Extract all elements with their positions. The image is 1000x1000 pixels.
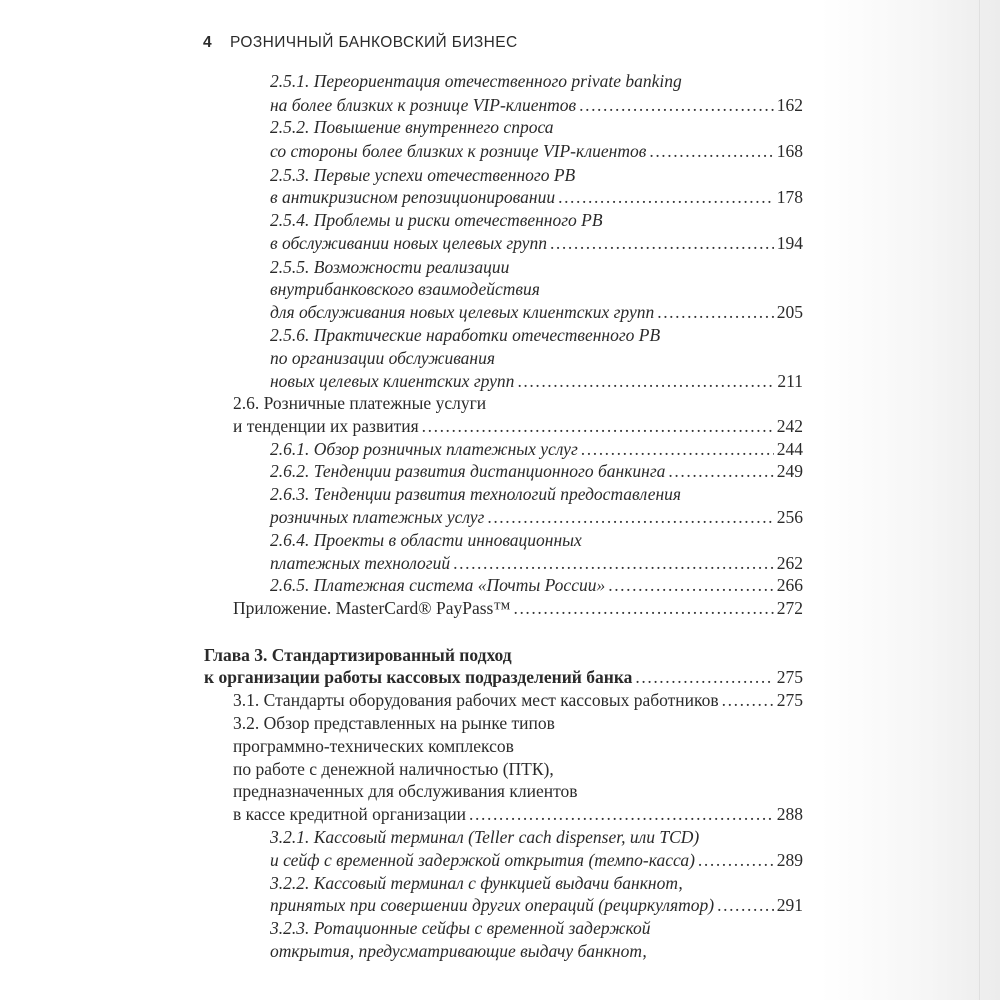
toc-leader-dots <box>668 458 773 484</box>
running-header <box>203 34 518 52</box>
toc-entry-text: со стороны более близких к рознице VIP-клиентов <box>270 141 647 161</box>
toc-entry-text: новых целевых клиентских групп <box>270 371 515 391</box>
toc-entry-text: в антикризисном репозиционировании <box>270 187 556 207</box>
toc-entry-3-2-cont2[interactable]: по работе с денежной наличностью (ПТК), <box>233 759 554 779</box>
page-edge-line <box>979 0 980 1000</box>
toc-leader-dots <box>722 687 774 713</box>
toc-entry-2-5-4[interactable]: 2.5.4. Проблемы и риски отечественного PB <box>270 210 603 230</box>
toc-page-number: 194 <box>776 233 803 253</box>
toc-entry-text: 2.6.1. Обзор розничных платежных услуг <box>270 439 578 459</box>
toc-page-number: 162 <box>776 95 803 115</box>
toc-entry-3-2[interactable]: 3.2. Обзор представленных на рынке типов <box>233 713 555 733</box>
toc-leader-dots <box>717 892 774 918</box>
toc-page-number: 266 <box>776 575 803 595</box>
running-title: РОЗНИЧНЫЙ БАНКОВСКИЙ БИЗНЕС <box>230 34 518 51</box>
toc-entry-2-5-4-cont[interactable] <box>270 230 803 256</box>
toc-entry-text: 3.1. Стандарты оборудования рабочих мест кассовых работников <box>233 690 719 710</box>
page-number: 4 <box>203 34 213 51</box>
toc-leader-dots <box>517 368 774 394</box>
toc-entry-text: и тенденции их развития <box>233 416 419 436</box>
toc-entry-2-6[interactable]: 2.6. Розничные платежные услуги <box>233 393 487 413</box>
toc-entry-3-2-3[interactable]: 3.2.3. Ротационные сейфы с временной задержкой <box>270 918 651 938</box>
toc-entry-text: 2.6.2. Тенденции развития дистанционного банкинга <box>270 461 666 481</box>
toc-page-number: 242 <box>776 416 803 436</box>
toc-entry-2-5-3[interactable]: 2.5.3. Первые успехи отечественного PB <box>270 165 576 185</box>
toc-entry-2-6-3[interactable]: 2.6.3. Тенденции развития технологий предоставления <box>270 484 682 504</box>
toc-chapter-3[interactable]: Глава 3. Стандартизированный подход <box>204 645 512 665</box>
toc-entry-text: розничных платежных услуг <box>270 507 485 527</box>
toc-entry-text: в кассе кредитной организации <box>233 804 467 824</box>
toc-entry-2-6-4[interactable]: 2.6.4. Проекты в области инновационных <box>270 530 582 550</box>
toc-leader-dots <box>657 299 774 325</box>
toc-leader-dots <box>513 595 773 621</box>
toc-page-number: 211 <box>777 371 803 391</box>
toc-leader-dots <box>579 92 774 118</box>
toc-entry-text: для обслуживания новых целевых клиентских групп <box>270 302 655 322</box>
toc-entry-3-2-2[interactable]: 3.2.2. Кассовый терминал с функцией выдачи банкнот, <box>270 873 683 893</box>
toc-entry-text: в обслуживании новых целевых групп <box>270 233 547 253</box>
toc-leader-dots <box>550 230 774 256</box>
toc-page-number: 291 <box>776 895 803 915</box>
toc-page-number: 168 <box>776 141 803 161</box>
toc-entry-3-2-3-cont[interactable]: открытия, предусматривающие выдачу банкнот, <box>270 941 647 961</box>
toc-page-number: 262 <box>776 553 803 573</box>
toc-page-number: 249 <box>776 461 803 481</box>
toc-page-number: 205 <box>776 302 803 322</box>
toc-entry-text: Приложение. MasterCard® PayPass™ <box>233 598 511 618</box>
toc-entry-2-5-6[interactable]: 2.5.6. Практические наработки отечественного PB <box>270 325 661 345</box>
toc-page-number: 272 <box>776 598 803 618</box>
toc-page-number: 275 <box>776 690 803 710</box>
toc-entry-text: на более близких к рознице VIP-клиентов <box>270 95 577 115</box>
toc-entry-text: платежных технологий <box>270 553 451 573</box>
toc-entry-appendix[interactable] <box>233 595 803 621</box>
toc-page-number: 275 <box>776 667 803 687</box>
toc-page-number: 289 <box>776 850 803 870</box>
toc-entry-text: и сейф с временной задержкой открытия (темпо-касса) <box>270 850 695 870</box>
toc-entry-2-5-2-cont[interactable] <box>270 138 803 164</box>
page-edge-shadow <box>820 0 1000 1000</box>
toc-entry-3-2-cont3[interactable]: предназначенных для обслуживания клиентов <box>233 781 578 801</box>
toc-entry-2-5-1[interactable]: 2.5.1. Переориентация отечественного private banking <box>270 71 682 91</box>
toc-entry-2-5-5-cont[interactable]: внутрибанковского взаимодействия <box>270 279 540 299</box>
toc-page-number: 256 <box>776 507 803 527</box>
toc-entry-2-5-6-cont[interactable]: по организации обслуживания <box>270 348 495 368</box>
toc-page-number: 288 <box>776 804 803 824</box>
toc-leader-dots <box>649 138 773 164</box>
toc-entry-3-2-cont[interactable]: программно-технических комплексов <box>233 736 514 756</box>
toc-leader-dots <box>698 847 774 873</box>
toc-entry-3-2-1[interactable]: 3.2.1. Кассовый терминал (Teller cach dispenser, или TCD) <box>270 827 700 847</box>
toc-entry-2-5-5[interactable]: 2.5.5. Возможности реализации <box>270 257 510 277</box>
toc-entry-text: принятых при совершении других операций (рециркулятор) <box>270 895 715 915</box>
toc-entry-text: 2.6.5. Платежная система «Почты России» <box>270 575 606 595</box>
toc-page-number: 178 <box>776 187 803 207</box>
toc-page-number: 244 <box>776 439 803 459</box>
toc-entry-2-5-2[interactable]: 2.5.2. Повышение внутреннего спроса <box>270 117 554 137</box>
toc-entry-text: к организации работы кассовых подразделений банка <box>204 667 633 687</box>
